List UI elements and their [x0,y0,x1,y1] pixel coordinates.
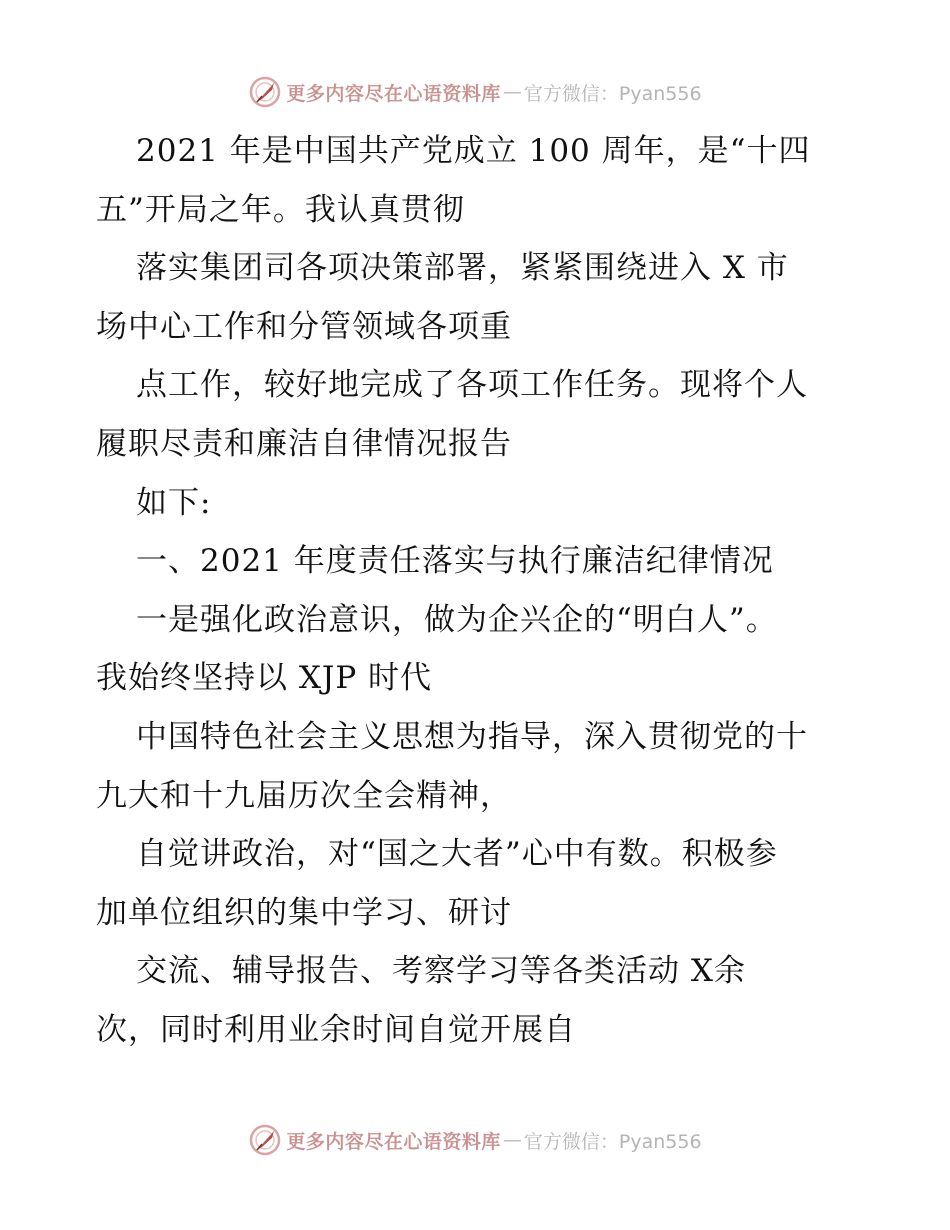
quill-logo-icon [248,1123,282,1157]
paragraph-line: 自觉讲政治，对“国之大者”心中有数。积极参 [136,836,778,873]
watermark-separator: — [502,81,522,103]
paragraph-line: 交流、辅导报告、考察学习等各类活动 X余 [136,953,746,990]
watermark-separator: — [502,1129,522,1151]
paragraph-line: 落实集团司各项决策部署，紧紧围绕进入 X 市 [136,250,789,287]
paragraph-line: 九大和十九届历次全会精神， [96,777,512,814]
watermark-primary-text: 更多内容尽在心语资料库 [286,1130,501,1153]
watermark-primary-text: 更多内容尽在心语资料库 [286,82,501,105]
document-body [96,122,866,1060]
paragraph-line: 加单位组织的集中学习、研讨 [96,894,512,931]
paragraph-line: 一是强化政治意识，做为企兴企的“明白人”。 [136,601,778,638]
paragraph-line: 如下: [136,484,212,521]
paragraph-line: 点工作，较好地完成了各项工作任务。现将个人 [136,367,808,404]
header-watermark [0,72,950,112]
paragraph-line: 一、2021 年度责任落实与执行廉洁纪律情况 [136,543,774,580]
quill-logo-icon [248,75,282,109]
paragraph-line: 中国特色社会主义思想为指导，深入贯彻党的十 [136,718,808,755]
paragraph-line: 次，同时利用业余时间自觉开展自 [96,1011,576,1048]
paragraph-line: 履职尽责和廉洁自律情况报告 [96,425,512,462]
watermark-secondary-text: 官方微信：Pyan556 [523,1130,702,1153]
footer-watermark [0,1120,950,1160]
paragraph-line: 场中心工作和分管领域各项重 [96,308,512,345]
watermark-secondary-text: 官方微信：Pyan556 [523,82,702,105]
paragraph-line: 2021 年是中国共产党成立 100 周年，是“十四 [136,133,811,169]
paragraph-line: 五”开局之年。我认真贯彻 [96,191,465,228]
paragraph-line: 我始终坚持以 XJP 时代 [96,660,433,697]
